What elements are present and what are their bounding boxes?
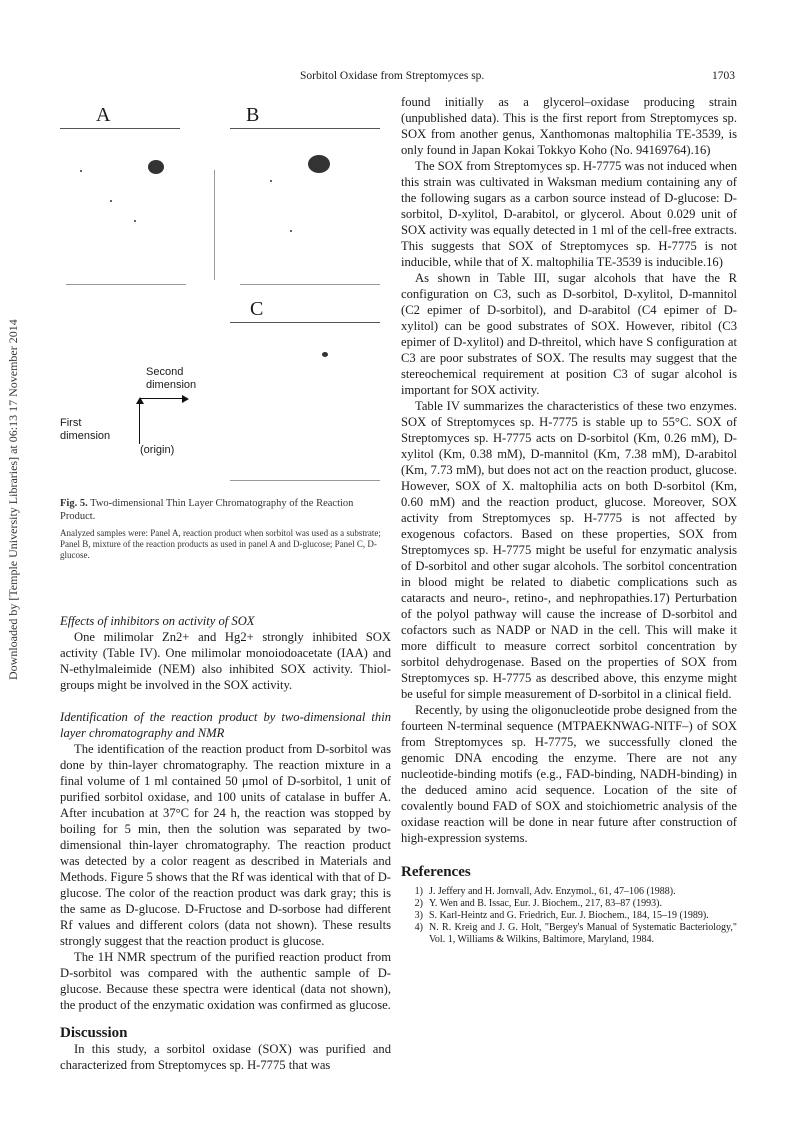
right-paragraph-5: Recently, by using the oligonucleotide probe designed from the fourteen N-terminal sequence (MTPAEKNWAG-NITF–) of SOX from Streptomyces sp. H-7775, we successfully cloned the genomic DNA encoding the enzyme. There are not any nucleotide-binding motifs (e.g., FAD-binding, NADH-binding) in the deduced amino acid sequence. Location of the site of covalently bound FAD of SOX and stoichiometric analysis of the oxidase reaction will be done in near future after construction of high-expression systems. bbox=[401, 703, 737, 845]
speck bbox=[290, 230, 292, 232]
right-column bbox=[401, 94, 737, 946]
second-dimension-arrow bbox=[140, 398, 184, 399]
panel-a-top-line bbox=[60, 128, 180, 129]
second-dimension-arrowhead bbox=[182, 395, 189, 403]
identification-heading: Identification of the reaction product by two-dimensional thin layer chromatography and NMR bbox=[60, 710, 391, 740]
speck bbox=[270, 180, 272, 182]
reference-item: 4) N. R. Kreig and J. G. Holt, "Bergey's Manual of Systematic Bacteriology," Vol. 1, Williams & Wilkins, Baltimore, Maryland, 1984. bbox=[414, 922, 737, 945]
first-dimension-arrow bbox=[139, 402, 140, 444]
panel-a-spot bbox=[148, 160, 164, 174]
panel-c-spot bbox=[322, 352, 328, 357]
right-paragraph-3: As shown in Table III, sugar alcohols that have the R configuration on C3, such as D-sorbitol, D-xylitol, D-mannitol (C2 epimer of D-sorbitol), and D-arabitol (C4 epimer of D-xylitol) can be good substrates of SOX. However, ribitol (C3 epimer of D-xylitol) and D-threitol, which have S configuration at C3 are poor substrates of SOX. The results may suggest that the stereochemical requirement at position C3 of sugar alcohol is important for SOX activity. bbox=[401, 271, 737, 397]
panel-c-label: C bbox=[250, 298, 264, 320]
panel-b-top-line bbox=[230, 128, 380, 129]
figure-caption bbox=[60, 497, 391, 561]
panel-c-bottom-line bbox=[230, 480, 380, 481]
nmr-text: The 1H NMR spectrum of the purified reaction product from D-sorbitol was compared with the authentic sample of D-glucose. Because these spectra were identical (data not shown), the product of the enzymatic oxidation was confirmed as glucose. bbox=[60, 950, 391, 1012]
left-column bbox=[60, 613, 391, 1073]
download-watermark bbox=[6, 200, 20, 680]
references-list bbox=[401, 886, 737, 946]
first-dimension-label: First dimension bbox=[60, 417, 111, 442]
reference-item: 2) Y. Wen and B. Issac, Eur. J. Biochem., 217, 83–87 (1993). bbox=[414, 898, 662, 909]
right-paragraph-1: found initially as a glycerol–oxidase producing strain (unpublished data). This is the first report from Streptomyces sp. SOX from another genus, Xanthomonas maltophilia TE-3539, is only found in Japan Kokai Tokkyo Koho (No. 94169764).16) bbox=[401, 95, 737, 157]
first-dimension-arrowhead bbox=[136, 397, 144, 404]
reference-item: 3) S. Karl-Heintz and G. Friedrich, Eur. J. Biochem., 184, 15–19 (1989). bbox=[414, 910, 709, 921]
speck bbox=[80, 170, 82, 172]
panel-b-bottom-line bbox=[240, 284, 380, 285]
figure-5 bbox=[60, 100, 391, 490]
speck bbox=[110, 200, 112, 202]
inhibitors-text: One milimolar Zn2+ and Hg2+ strongly inhibited SOX activity (Table IV). One milimolar monoiodoacetate (IAA) and N-ethylmaleimide (NEM) also inhibited SOX activity. Thiol-groups might be involved in the SOX activity. bbox=[60, 630, 391, 692]
page-number: 1703 bbox=[712, 70, 735, 82]
speck bbox=[134, 220, 136, 222]
caption-note: Analyzed samples were: Panel A, reaction product when sorbitol was used as a substrate; Panel B, mixture of the reaction products as used in panel A and D-glucose; Panel C, D-glucose. bbox=[60, 528, 381, 560]
references-heading: References bbox=[401, 864, 471, 880]
right-paragraph-2: The SOX from Streptomyces sp. H-7775 was not induced when this strain was cultivated in Waksman medium containing any of the following sugars as a carbon source instead of D-glucose: D-sorbitol, D-xylitol, D-arabitol, or glycerol. About 0.029 unit of SOX activity was equally detected in 1 ml of the cell-free extracts. This suggests that SOX of Streptomyces sp. H-7775 is not inducible, while that of X. maltophilia TE-3539 is inducible.16) bbox=[401, 159, 737, 269]
right-paragraph-4: Table IV summarizes the characteristics of these two enzymes. SOX of Streptomyces sp. H-7775 is stable up to 55°C. SOX of Streptomyces sp. H-7775 acts on D-sorbitol (Km, 0.26 mM), D-xylitol (Km, 0.38 mM), D-mannitol (Km, 7.38 mM), D-arabitol (Km, 7.73 mM), but does not act on the reaction product, glucose. However, SOX of X. maltophilia acts on both D-sorbitol (Km, 0.60 mM) and the reaction product, glucose. Moreover, SOX activity from Streptomyces sp. H-7775 is not affected by exogenous cofactors. Based on these properties, SOX from Streptomyces sp. H-7775 might be useful for enzymatic analysis of D-sorbitol and other sugar alcohols. The sorbitol concentration in blood might be related to diabetic complications such as cataracts and neuro-, retino-, and nephropathies.17) Perturbation of the polyol pathway will cause the increase of D-sorbitol and cofactors such as NADP or NAD in the cell. This will make it more difficult to measure correct sorbitol concentration by sorbitol dehydrogenase. Based on the properties of SOX from Streptomyces sp. H-7775 as described above, this enzyme might be useful for simple measurement of D-sorbitol in a clinical field. bbox=[401, 399, 737, 701]
panel-b-spot bbox=[308, 155, 330, 173]
running-title: Sorbitol Oxidase from Streptomyces sp. bbox=[300, 70, 485, 82]
caption-label: Fig. 5. bbox=[60, 498, 88, 509]
identification-text: The identification of the reaction product from D-sorbitol was done by thin-layer chromatography. The reaction mixture in a final volume of 1 ml contained 50 μmol of D-sorbitol, 1 unit of purified sorbitol oxidase, and 100 units of catalase in buffer A. After incubation at 37°C for 24 h, the reaction was stopped by boiling for 5 min, then the solution was separated by two-dimensional thin-layer chromatography. The reaction product was detected by a color reagent as described in Materials and Methods. Figure 5 shows that the Rf was identical with that of D-glucose. The color of the reaction product was dark gray; this is the same as D-glucose. D-Fructose and D-sorbose had different Rf values and different colors (data not shown). These results strongly suggest that the reaction product is glucose. bbox=[60, 742, 391, 948]
panel-b-label: B bbox=[246, 104, 260, 126]
origin-label: (origin) bbox=[140, 444, 175, 456]
discussion-text: In this study, a sorbitol oxidase (SOX) was purified and characterized from Streptomyces sp. H-7775 that was bbox=[60, 1042, 391, 1072]
caption-title: Two-dimensional Thin Layer Chromatography of the Reaction Product. bbox=[60, 498, 354, 522]
download-note: Downloaded by [Temple University Libraries] at 06:13 17 November 2014 bbox=[6, 319, 20, 680]
discussion-heading: Discussion bbox=[60, 1025, 128, 1041]
inhibitors-heading: Effects of inhibitors on activity of SOX bbox=[60, 614, 255, 628]
panel-a-bottom-line bbox=[66, 284, 186, 285]
panel-a-dim-line bbox=[214, 170, 215, 280]
second-dimension-label: Second dimension bbox=[146, 366, 197, 391]
reference-item: 1) J. Jeffery and H. Jornvall, Adv. Enzymol., 61, 47–106 (1988). bbox=[414, 886, 676, 897]
panel-a-label: A bbox=[96, 104, 111, 126]
panel-c-top-line bbox=[230, 322, 380, 323]
